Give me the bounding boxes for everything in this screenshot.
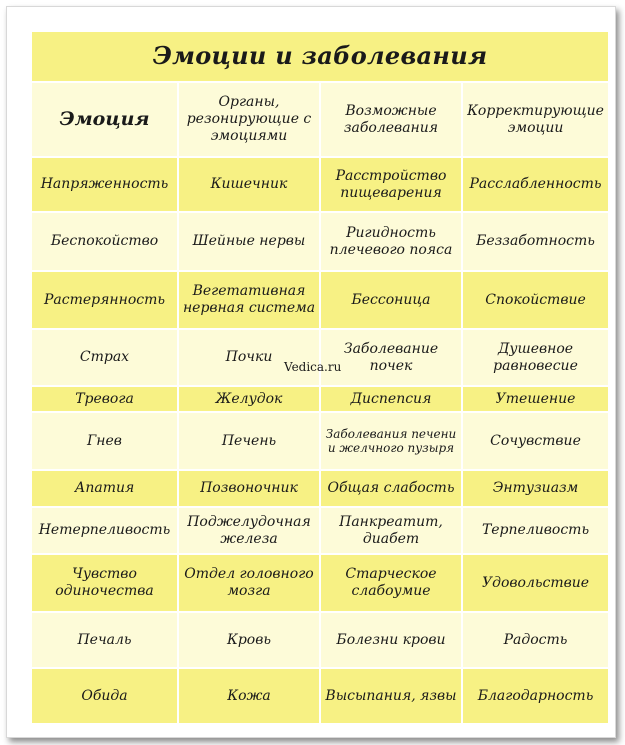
disease-cell: Ригидность плечевого пояса [320,212,462,271]
disease-cell: Общая слабость [320,470,462,507]
emotions-diseases-table [30,30,610,725]
emotion-cell: Чувство одиночества [31,554,178,612]
organ-cell: Позвоночник [178,470,320,507]
disease-cell: Заболевание почек [320,329,462,386]
table-row [31,386,609,412]
table-row [31,612,609,668]
organ-cell: Вегетативная нервная система [178,271,320,329]
header-emotion: Эмоция [31,82,178,157]
emotion-cell: Нетерпеливость [31,507,178,554]
page-frame [6,6,616,738]
title-row [31,31,609,82]
emotion-cell: Обида [31,668,178,724]
table-row [31,212,609,271]
table-row [31,554,609,612]
organ-cell: Кожа [178,668,320,724]
corrective-cell: Утешение [462,386,609,412]
organ-cell: Желудок [178,386,320,412]
emotion-cell: Тревога [31,386,178,412]
disease-cell: Бессоница [320,271,462,329]
table-row [31,157,609,212]
header-diseases: Возможные заболевания [320,82,462,157]
disease-cell: Расстройство пищеварения [320,157,462,212]
corrective-cell: Благодарность [462,668,609,724]
corrective-cell: Душевное равновесие [462,329,609,386]
disease-cell: Диспепсия [320,386,462,412]
corrective-cell: Радость [462,612,609,668]
disease-cell: Болезни крови [320,612,462,668]
table-title: Эмоции и заболевания [31,31,609,82]
emotion-cell: Беспокойство [31,212,178,271]
disease-cell: Панкреатит, диабет [320,507,462,554]
emotion-cell: Гнев [31,412,178,470]
table-row [31,412,609,470]
corrective-cell: Сочувствие [462,412,609,470]
table-row [31,470,609,507]
organ-cell: Кровь [178,612,320,668]
emotion-cell: Апатия [31,470,178,507]
organ-cell: Почки [178,329,320,386]
organ-cell: Шейные нервы [178,212,320,271]
emotion-cell: Страх [31,329,178,386]
corrective-cell: Удовольствие [462,554,609,612]
table-row [31,668,609,724]
table-row [31,507,609,554]
corrective-cell: Терпеливость [462,507,609,554]
header-organs: Органы, резонирующие с эмоциями [178,82,320,157]
emotion-cell: Печаль [31,612,178,668]
watermark: Vedica.ru [284,360,342,374]
header-corrective-emotions: Корректирующие эмоции [462,82,609,157]
organ-cell: Кишечник [178,157,320,212]
header-row [31,82,609,157]
disease-cell: Высыпания, язвы [320,668,462,724]
disease-cell: Старческое слабоумие [320,554,462,612]
organ-cell: Поджелудочная железа [178,507,320,554]
emotion-cell: Напряженность [31,157,178,212]
corrective-cell: Беззаботность [462,212,609,271]
corrective-cell: Спокойствие [462,271,609,329]
emotion-cell: Растерянность [31,271,178,329]
corrective-cell: Энтузиазм [462,470,609,507]
table-row [31,271,609,329]
emotions-table-sheet [30,30,608,723]
disease-cell: Заболевания печени и желчного пузыря [320,412,462,470]
table-row [31,329,609,386]
organ-cell: Печень [178,412,320,470]
organ-cell: Отдел головного мозга [178,554,320,612]
corrective-cell: Расслабленность [462,157,609,212]
